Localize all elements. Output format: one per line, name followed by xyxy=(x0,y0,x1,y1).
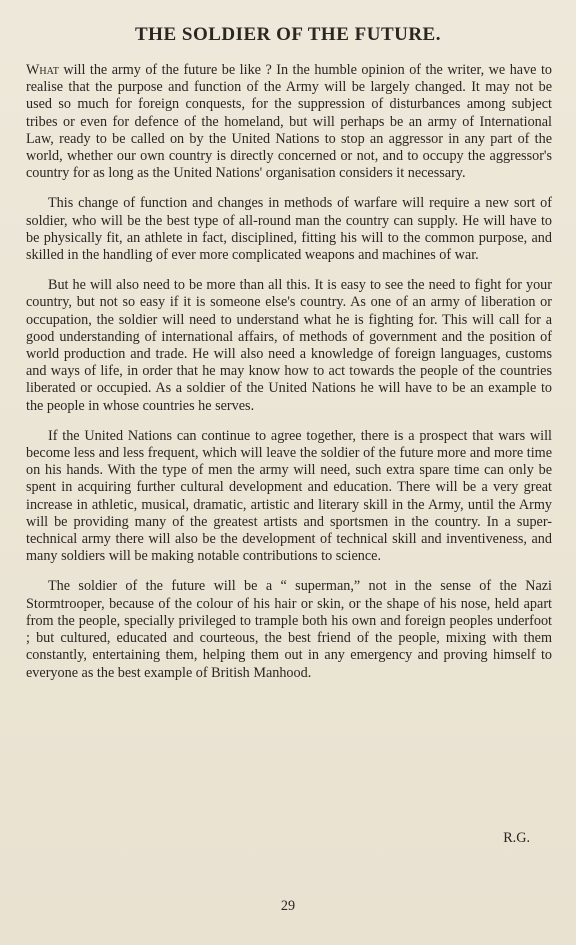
paragraph-4: If the United Nations can continue to agree together, there is a prospect that wars will become less and less frequent, which will leave the soldier of the future more and more time on his hands. With the type of men the army will need, such extra spare time can only be spent in acquiring further cultural development and education. There will be a very great increase in athletic, musical, dramatic, artistic and literary skill in the Army, until the Army will be providing many of the greatest artists and sportsmen in the country. In a super-technical army there will also be the development of technical skill and inventiveness, and many soldiers will be making notable contributions to science. xyxy=(26,427,552,565)
paragraph-1-text: will the army of the future be like ? In the humble opinion of the writer, we have to realise that the purpose and function of the Army will be largely changed. It may not be used so much for foreign conquests, for the suppression of disturbances among subject tribes or even for defence of the homeland, but will perhaps be an army of International Law, ready to be called on by the United Nations to stop an aggressor in any part of the world, whether our own country is directly concerned or not, and to occupy the aggressor's country for as long as the United Nations' organisation considers it necessary. xyxy=(26,62,552,182)
article-title: THE SOLDIER OF THE FUTURE. xyxy=(135,24,441,45)
author-signature: R.G. xyxy=(503,830,530,846)
article-body xyxy=(26,62,552,695)
page-number: 29 xyxy=(280,898,296,914)
paragraph-1 xyxy=(26,62,552,182)
paragraph-5: The soldier of the future will be a “ superman,” not in the sense of the Nazi Stormtrooper, because of the colour of his hair or skin, or the shape of his nose, held apart from the people, specially privileged to trample both his own and foreign peoples underfoot ; but cultured, educated and courteous, the best friend of the people, mixing with them constantly, entertaining them, helping them out in any emergency and proving himself to everyone as the best example of British Manhood. xyxy=(26,578,552,681)
opening-word: What xyxy=(26,62,59,78)
paragraph-3: But he will also need to be more than all this. It is easy to see the need to fight for your country, but not so easy if it is someone else's country. As one of an army of liberation or occupation, the soldier will need to understand what he is fighting for. This will call for a good understanding of international affairs, of methods of government and the position of world production and trade. He will also need a knowledge of foreign languages, customs and ways of life, in order that he may know how to act towards the people of the countries liberated or occupied. As a soldier of the United Nations he will have to be an example to the people in whose countries he serves. xyxy=(26,277,552,414)
paragraph-2: This change of function and changes in methods of warfare will require a new sort of soldier, who will be the best type of all-round man the country can supply. He will have to be physically fit, an athlete in fact, disciplined, fitting his will to the common purpose, and skilled in the handling of ever more complicated weapons and machines of war. xyxy=(26,195,552,264)
